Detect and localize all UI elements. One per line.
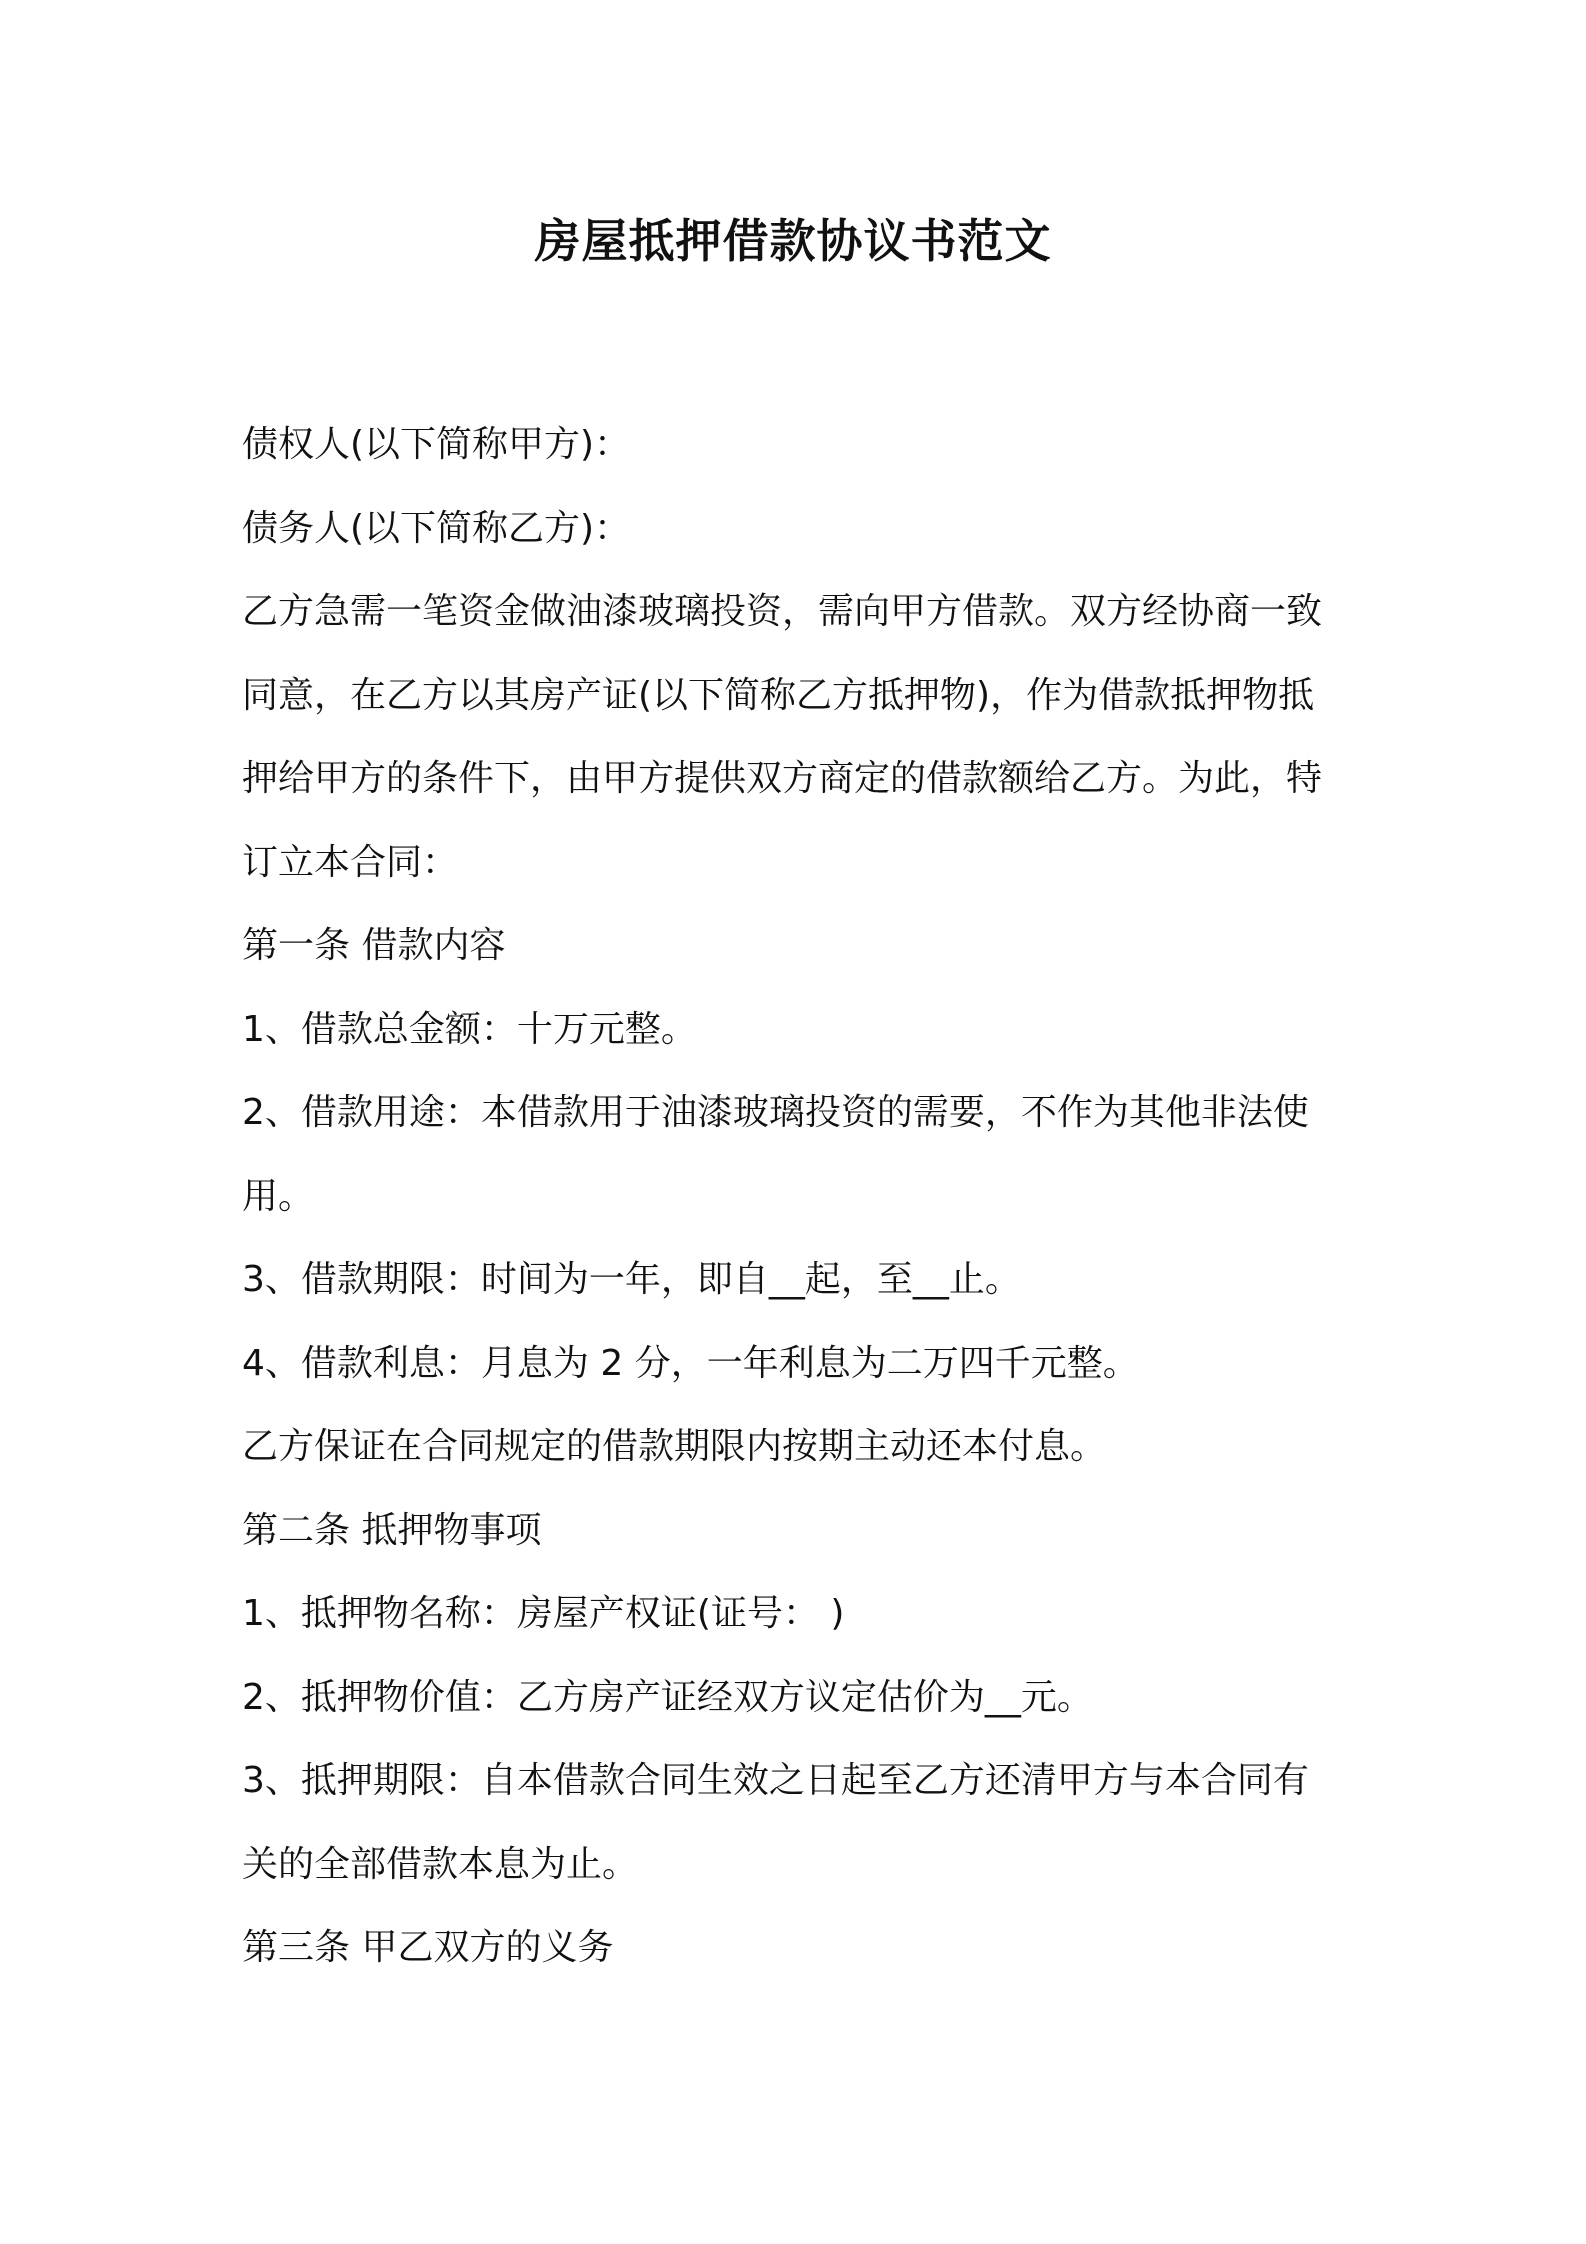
article-1-item-3: 3、借款期限：时间为一年，即自__起，至__止。 xyxy=(242,1259,1021,1300)
article-1-item-2-cont: 用。 xyxy=(242,1175,315,1217)
article-1-item-4: 4、借款利息：月息为 2 分，一年利息为二万四千元整。 xyxy=(242,1342,1139,1384)
article-2-heading: 第二条 抵押物事项 xyxy=(242,1509,542,1551)
article-1-heading: 第一条 借款内容 xyxy=(242,925,506,966)
article-1-item-1: 1、借款总金额：十万元整。 xyxy=(242,1008,697,1050)
article-2-item-3: 3、抵押期限：自本借款合同生效之日起至乙方还清甲方与本合同有 xyxy=(242,1760,1309,1801)
article-2-item-2: 2、抵押物价值：乙方房产证经双方议定估价为__元。 xyxy=(242,1676,1093,1718)
article-1-guarantee: 乙方保证在合同规定的借款期限内按期主动还本付息。 xyxy=(242,1426,1107,1467)
article-3-heading: 第三条 甲乙双方的义务 xyxy=(242,1927,614,1968)
article-2-item-3-cont: 关的全部借款本息为止。 xyxy=(242,1843,639,1885)
article-2-item-1: 1、抵押物名称：房屋产权证(证号： ) xyxy=(242,1593,845,1634)
debtor-line: 债务人(以下简称乙方)： xyxy=(242,507,631,549)
article-1-item-2: 2、借款用途：本借款用于油漆玻璃投资的需要，不作为其他非法使 xyxy=(242,1092,1309,1133)
preamble-line-3: 押给甲方的条件下，由甲方提供双方商定的借款额给乙方。为此，特 xyxy=(242,758,1323,799)
preamble-line-4: 订立本合同： xyxy=(242,841,459,883)
creditor-line: 债权人(以下简称甲方)： xyxy=(242,424,631,465)
document-body xyxy=(242,403,1362,1990)
preamble-line-1: 乙方急需一笔资金做油漆玻璃投资，需向甲方借款。双方经协商一致 xyxy=(242,591,1323,632)
preamble-line-2: 同意，在乙方以其房产证(以下简称乙方抵押物)，作为借款抵押物抵 xyxy=(242,674,1315,716)
document-title: 房屋抵押借款协议书范文 xyxy=(534,214,1052,268)
